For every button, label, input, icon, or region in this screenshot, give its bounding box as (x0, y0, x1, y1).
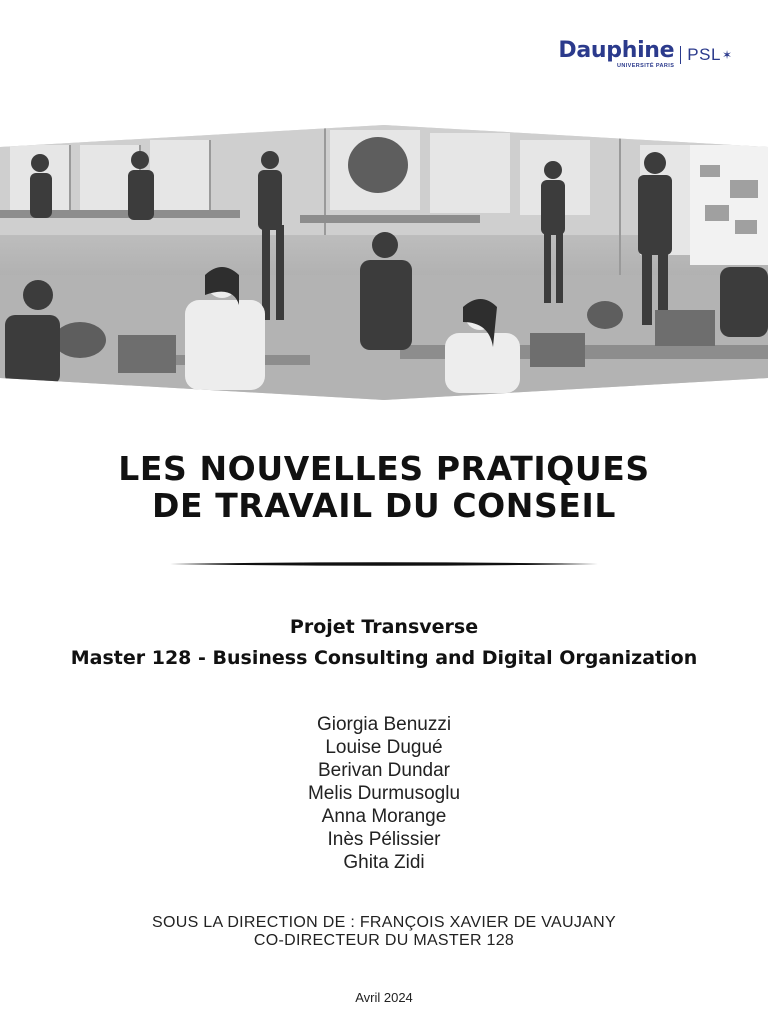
author-name: Berivan Dundar (317, 760, 451, 781)
author-name: Giorgia Benuzzi (316, 714, 452, 735)
authors-list (0, 713, 768, 874)
dauphine-wordmark (558, 40, 674, 69)
author-name: Anna Morange (321, 806, 447, 827)
logo-separator (680, 46, 681, 64)
supervision-info (0, 914, 768, 950)
supervisor-line: SOUS LA DIRECTION DE : FRANÇOIS XAVIER DE VAUJANY (152, 914, 616, 931)
university-logo (558, 40, 732, 69)
office-photo-icon (0, 125, 768, 400)
star-icon: ✶ (721, 47, 732, 62)
author-name: Louise Dugué (325, 737, 443, 758)
logo-subname: UNIVERSITÉ PARIS (616, 63, 675, 69)
title-line-1: LES NOUVELLES PRATIQUES (118, 449, 650, 488)
logo-name: Dauphine (558, 38, 675, 63)
project-label: Projet Transverse (289, 616, 479, 638)
document-date: Avril 2024 (355, 990, 413, 1005)
title-line-2: DE TRAVAIL DU CONSEIL (151, 486, 617, 525)
logo-partner: PSL (687, 44, 721, 64)
document-title (0, 450, 768, 524)
title-divider (170, 561, 598, 567)
supervisor-role: CO-DIRECTEUR DU MASTER 128 (253, 932, 515, 949)
author-name: Melis Durmusoglu (307, 783, 461, 804)
office-photo (0, 125, 768, 400)
master-label: Master 128 - Business Consulting and Digital Organization (70, 647, 698, 669)
subtitle (0, 612, 768, 674)
author-name: Inès Pélissier (327, 829, 441, 850)
author-name: Ghita Zidi (343, 852, 425, 873)
